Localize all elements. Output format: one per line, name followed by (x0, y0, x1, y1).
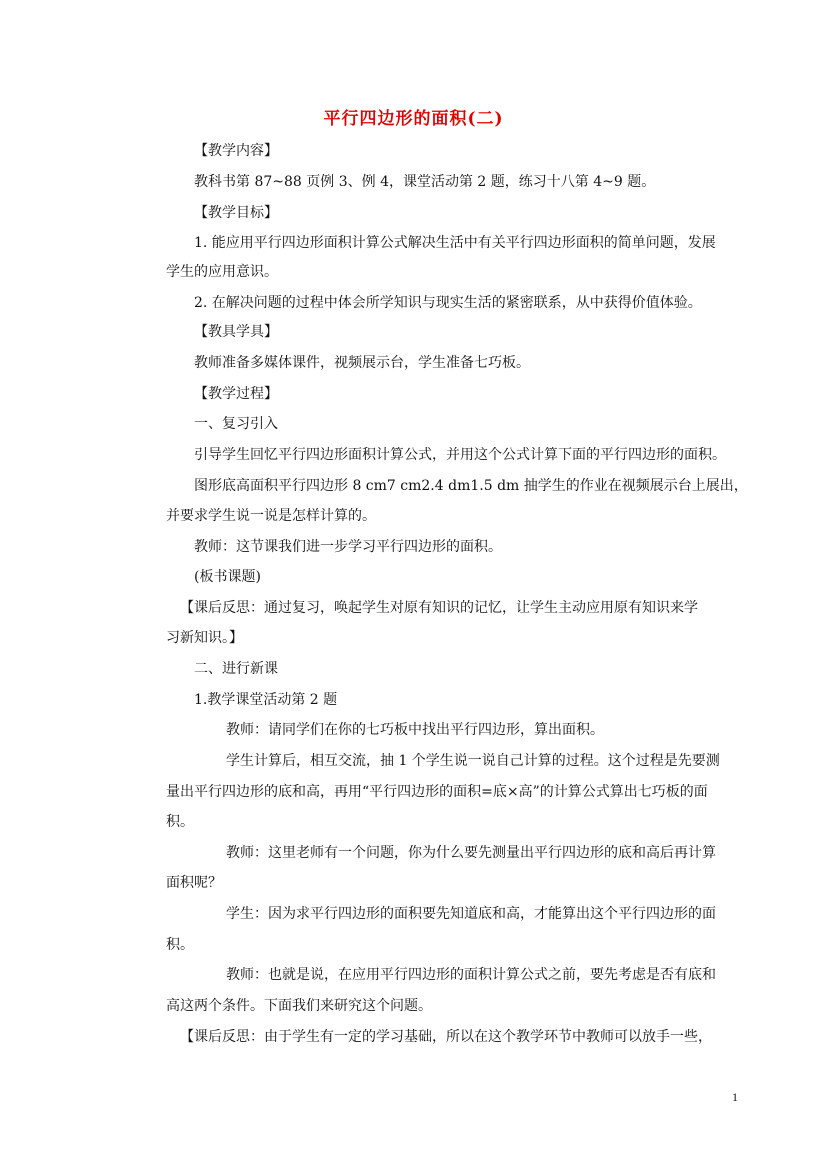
page-number: 1 (732, 1090, 738, 1104)
paragraph-line: 教科书第 87~88 页例 3、例 4，课堂活动第 2 题，练习十八第 4~9 题。 (194, 174, 656, 190)
paragraph-line: 积。 (166, 814, 194, 830)
dialogue-line: 教师：这里老师有一个问题，你为什么要先测量出平行四边形的底和高后再计算 (226, 845, 716, 861)
dialogue-line: 教师：请同学们在你的七巧板中找出平行四边形，算出面积。 (226, 722, 604, 738)
paragraph-line: 并要求学生说一说是怎样计算的。 (166, 508, 376, 524)
paragraph-line: 学生的应用意识。 (166, 264, 278, 280)
dialogue-line: 学生：因为求平行四边形的面积要先知道底和高，才能算出这个平行四边形的面 (226, 906, 716, 922)
paragraph-line: 学生计算后，相互交流，抽 1 个学生说一说自己计算的过程。这个过程是先要测 (226, 753, 720, 769)
paragraph-line: 1. 能应用平行四边形面积计算公式解决生活中有关平行四边形面积的简单问题，发展 (194, 235, 716, 251)
paragraph-line: 教师：这节课我们进一步学习平行四边形的面积。 (194, 539, 502, 555)
reflection-line: 【课后反思：通过复习，唤起学生对原有知识的记忆，让学生主动应用原有知识来学 (180, 600, 698, 616)
reflection-line: 习新知识。】 (166, 630, 243, 646)
paragraph-line: (板书课题) (194, 569, 261, 585)
dialogue-line: 高这两个条件。下面我们来研究这个问题。 (166, 998, 432, 1014)
section-heading-goals: 【教学目标】 (194, 205, 278, 221)
section-heading-process: 【教学过程】 (194, 386, 278, 402)
paragraph-line: 图形底高面积平行四边形 8 cm7 cm2.4 dm1.5 dm 抽学生的作业在视频展示台上展出， (194, 478, 748, 494)
subsection-heading: 二、进行新课 (194, 661, 278, 677)
paragraph-line: 量出平行四边形的底和高，再用“平行四边形的面积=底×高”的计算公式算出七巧板的面 (166, 784, 708, 800)
dialogue-line: 面积呢？ (166, 875, 222, 891)
paragraph-line: 引导学生回忆平行四边形面积计算公式，并用这个公式计算下面的平行四边形的面积。 (194, 447, 726, 463)
paragraph-line: 教师准备多媒体课件，视频展示台，学生准备七巧板。 (194, 355, 530, 371)
section-heading-tools: 【教具学具】 (194, 324, 278, 340)
document-title: 平行四边形的面积(二) (323, 109, 504, 129)
subsection-heading: 一、复习引入 (194, 416, 278, 432)
paragraph-line: 2. 在解决问题的过程中体会所学知识与现实生活的紧密联系，从中获得价值体验。 (194, 295, 702, 311)
dialogue-line: 积。 (166, 937, 194, 953)
paragraph-line: 1.教学课堂活动第 2 题 (194, 692, 338, 708)
dialogue-line: 教师：也就是说，在应用平行四边形的面积计算公式之前，要先考虑是否有底和 (226, 967, 716, 983)
reflection-line: 【课后反思：由于学生有一定的学习基础，所以在这个教学环节中教师可以放手一些， (180, 1029, 712, 1045)
section-heading-content: 【教学内容】 (194, 143, 278, 159)
